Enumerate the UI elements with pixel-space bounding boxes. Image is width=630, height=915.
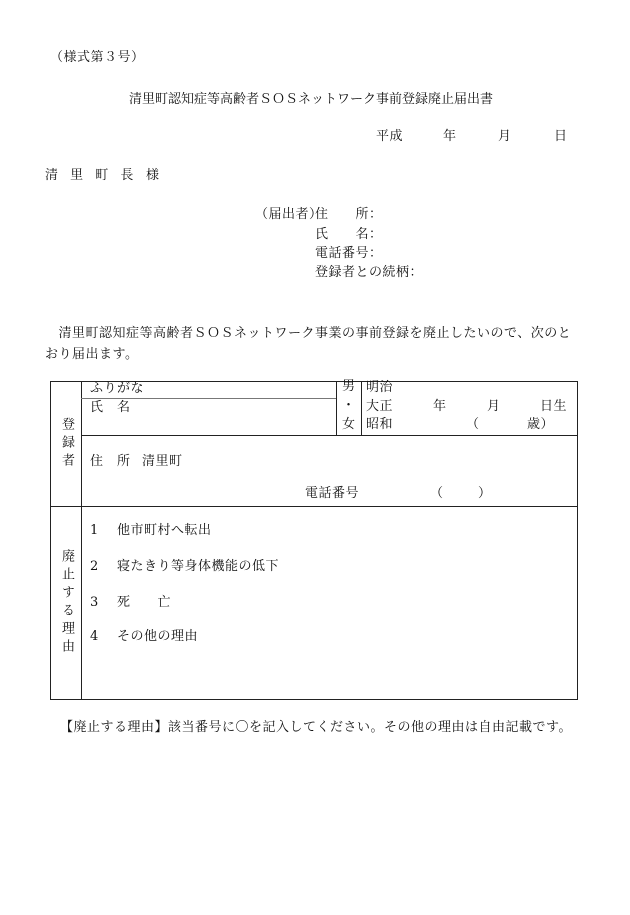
birth-month-label: 月 <box>487 399 501 414</box>
table-label-column-divider <box>81 381 82 700</box>
reason-text: 死 亡 <box>117 595 172 610</box>
table-border-bottom <box>50 699 578 700</box>
address-value: 清里町 <box>142 454 183 469</box>
reason-number: 4 <box>90 629 99 644</box>
date-day-label: 日 <box>554 129 568 144</box>
era-showa: 昭和 <box>366 417 394 432</box>
phone-close-paren: ） <box>478 486 492 501</box>
registrant-section-label: 登録者 <box>59 417 74 471</box>
footer-note: 【廃止する理由】該当番号に〇を記入してください。その他の理由は自由記載です。 <box>60 720 572 735</box>
applicant-relation-label: 登録者との続柄： <box>315 265 424 280</box>
birth-day-label: 日生 <box>540 399 568 414</box>
address-label: 住 所 <box>90 454 131 469</box>
intro-paragraph: 清里町認知症等高齢者ＳＯＳネットワーク事業の事前登録を廃止したいので、次のとおり届出ます。 <box>45 326 572 362</box>
sex-male: 男 <box>342 379 356 394</box>
sex-separator: ・ <box>342 398 356 413</box>
addressee: 清 里 町 長 <box>45 168 138 183</box>
reason-number: 3 <box>90 595 99 610</box>
era-taisho: 大正 <box>366 399 394 414</box>
reason-section-label: 廃止する理由 <box>59 549 74 657</box>
birth-year-label: 年 <box>433 399 447 414</box>
table-sex-column-left <box>336 381 337 435</box>
applicant-label: （届出者） <box>255 207 323 222</box>
form-title: 清里町認知症等高齢者ＳＯＳネットワーク事前登録廃止届出書 <box>128 92 493 107</box>
reason-number: 1 <box>90 523 99 538</box>
date-era: 平成 <box>376 129 404 144</box>
date-year-label: 年 <box>443 129 457 144</box>
table-border-right <box>577 381 578 700</box>
applicant-phone-label: 電話番号： <box>315 246 383 261</box>
table-name-row-divider <box>81 435 578 436</box>
sex-female: 女 <box>342 417 356 432</box>
table-sex-column-right <box>361 381 362 435</box>
phone-open-paren: （ <box>430 486 444 501</box>
date-month-label: 月 <box>498 129 512 144</box>
furigana-label: ふりがな <box>90 381 145 396</box>
reason-number: 2 <box>90 559 99 574</box>
name-label: 氏 名 <box>90 400 131 415</box>
table-furigana-divider <box>81 398 336 399</box>
registrant-phone-label: 電話番号 <box>305 486 360 501</box>
applicant-address-label: 住 所： <box>315 207 383 222</box>
table-section-divider <box>50 506 578 507</box>
reason-text: 寝たきり等身体機能の低下 <box>117 559 280 574</box>
age-open-paren: （ <box>466 417 480 432</box>
reason-text: その他の理由 <box>117 629 199 644</box>
era-meiji: 明治 <box>366 380 394 395</box>
addressee-honorific: 様 <box>146 168 160 183</box>
applicant-name-label: 氏 名： <box>315 227 383 242</box>
age-label: 歳） <box>527 417 555 432</box>
reason-text: 他市町村へ転出 <box>117 523 212 538</box>
form-number: （様式第３号） <box>50 50 145 65</box>
